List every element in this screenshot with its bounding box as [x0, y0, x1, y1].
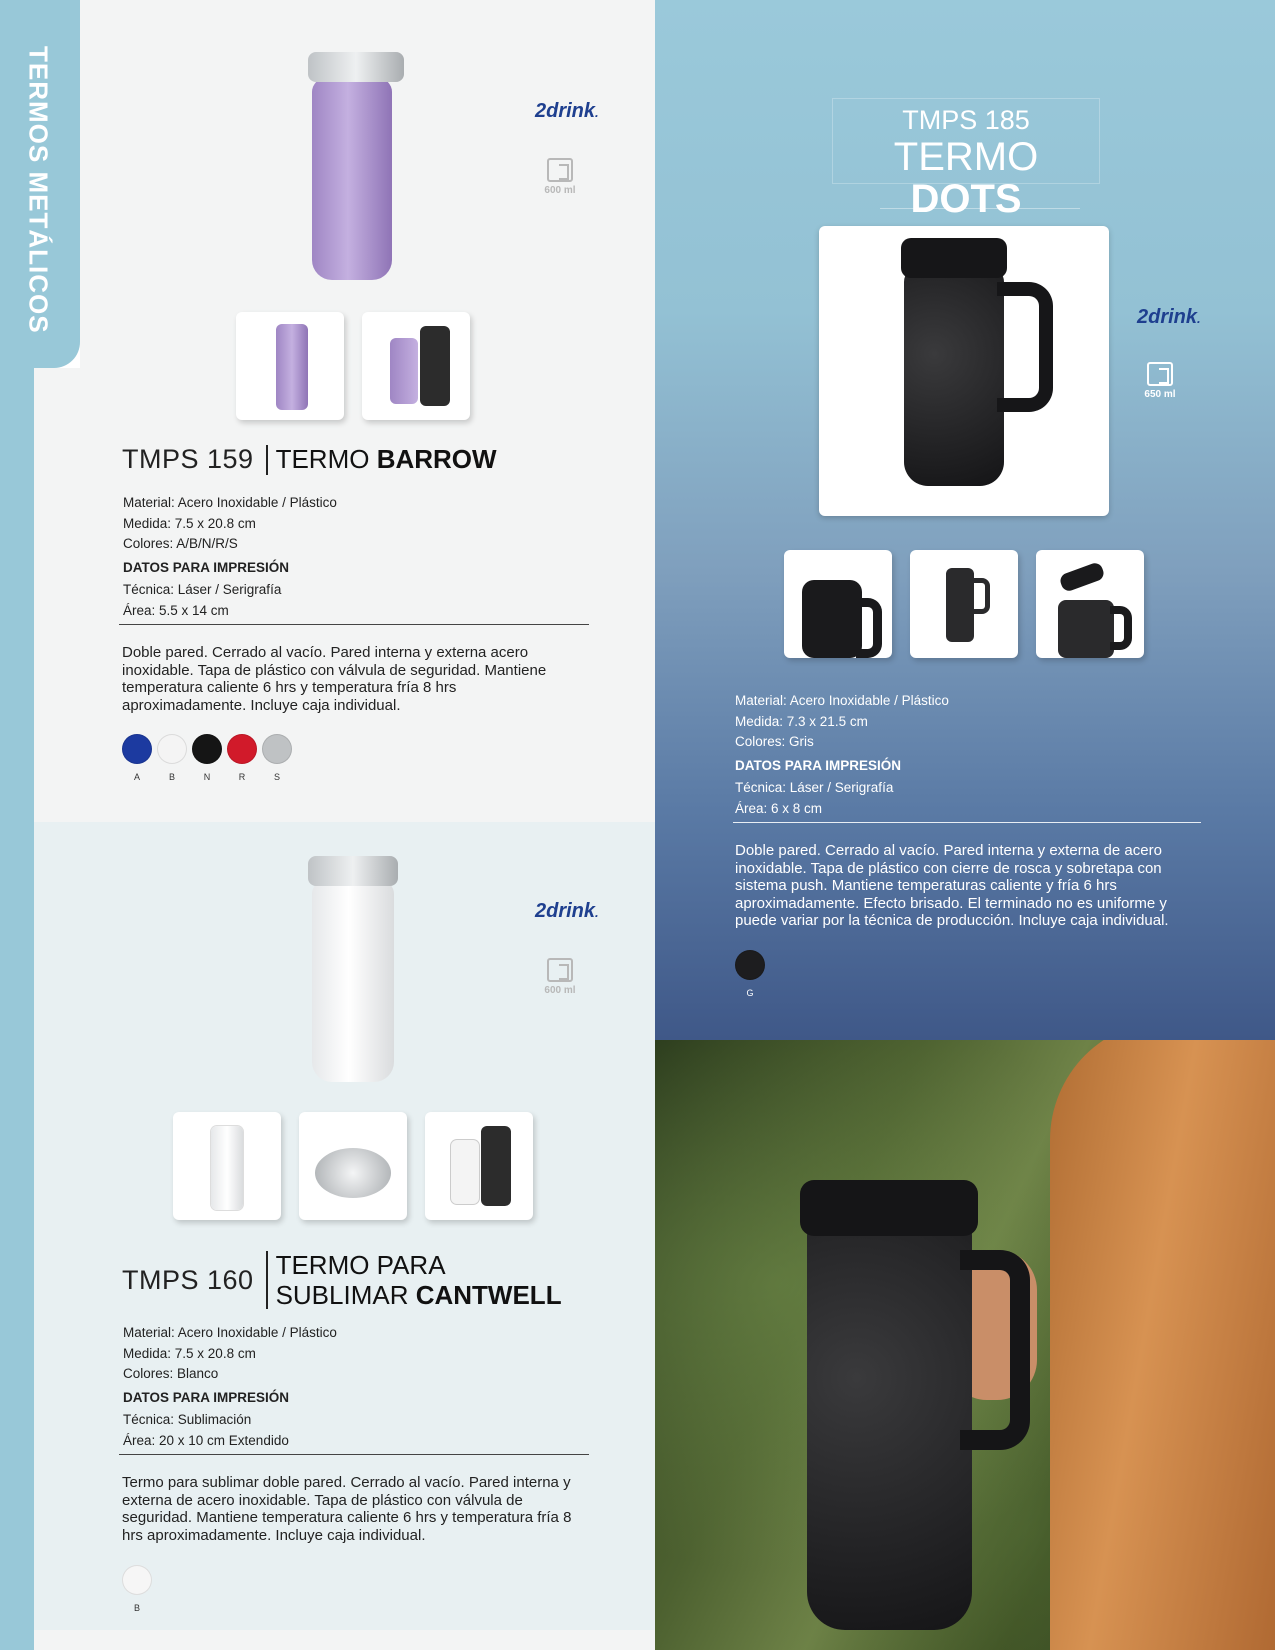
- cantwell-medida: Medida: 7.5 x 20.8 cm: [123, 1345, 256, 1361]
- dots-thumb-2-mug: [946, 568, 974, 642]
- barrow-thumb-2-product: [390, 338, 418, 404]
- cantwell-name: [276, 1250, 562, 1310]
- cantwell-tumbler-body: [312, 880, 394, 1082]
- cantwell-thumb-1[interactable]: [173, 1112, 281, 1220]
- cantwell-capacity-text: 600 ml: [544, 985, 576, 996]
- swatch-R-label: R: [238, 772, 246, 782]
- swatch-S[interactable]: [262, 734, 292, 782]
- cantwell-print-header: DATOS PARA IMPRESIÓN: [123, 1389, 290, 1405]
- barrow-thumb-2-box: [420, 326, 450, 406]
- dots-thumb-2-handle: [972, 578, 990, 614]
- barrow-tumbler-body: [312, 78, 392, 280]
- dots-thumb-1-mug: [802, 580, 862, 658]
- cantwell-brand-logo: [535, 900, 599, 923]
- barrow-name-prefix: TERMO: [275, 444, 370, 474]
- cantwell-description: Termo para sublimar doble pared. Cerrado al vacío. Pared interna y externa de acero inoxidable. Tapa de plástico con válvula de seguridad. Mantiene temperatura caliente 6 hrs y temperatura fría 8 hrs aproximadamente. Incluye caja individual.: [122, 1474, 572, 1544]
- barrow-panel-extension: [34, 368, 80, 822]
- dots-tecnica: Técnica: Láser / Serigrafía: [735, 780, 894, 795]
- cantwell-thumb-3[interactable]: [425, 1112, 533, 1220]
- barrow-swatches: [122, 734, 292, 782]
- barrow-area: Área: 5.5 x 14 cm: [123, 602, 229, 618]
- bottom-strip: [34, 1630, 655, 1650]
- cantwell-title: [122, 1250, 562, 1310]
- dots-thumb-2[interactable]: [910, 550, 1018, 658]
- barrow-divider: [119, 624, 589, 625]
- dots-code: TMPS 185: [902, 105, 1030, 135]
- barrow-specs: [123, 493, 337, 621]
- cantwell-thumb-3-product: [451, 1140, 479, 1204]
- brand-suffix: .: [595, 105, 599, 120]
- cantwell-name-prefix: SUBLIMAR: [275, 1280, 409, 1310]
- barrow-title: [122, 444, 497, 475]
- dots-name-prefix: TERMO: [893, 135, 1039, 179]
- barrow-tecnica: Técnica: Láser / Serigrafía: [123, 582, 282, 597]
- cantwell-material: Material: Acero Inoxidable / Plástico: [123, 1325, 337, 1340]
- dots-thumb-1-handle: [856, 598, 882, 658]
- photo-jacket: [1050, 1040, 1275, 1650]
- barrow-thumb-1-product: [276, 324, 308, 410]
- barrow-code: TMPS 159: [122, 444, 254, 474]
- brand-name: 2drink: [1137, 306, 1198, 328]
- dots-title-block: [832, 98, 1100, 221]
- barrow-thumb-2[interactable]: [362, 312, 470, 420]
- title-separator: [266, 1251, 268, 1309]
- swatch-A-dot: [122, 734, 152, 764]
- dots-thumb-3-mug: [1058, 600, 1114, 658]
- brand-suffix: .: [595, 905, 599, 920]
- title-separator: [266, 445, 268, 475]
- swatch-S-label: S: [273, 772, 280, 782]
- swatch-B-dot: [157, 734, 187, 764]
- swatch-R[interactable]: [227, 734, 257, 782]
- barrow-thumb-1[interactable]: [236, 312, 344, 420]
- cantwell-specs: [123, 1323, 337, 1451]
- cantwell-thumb-3-box: [481, 1126, 511, 1206]
- barrow-description: Doble pared. Cerrado al vacío. Pared interna y externa acero inoxidable. Tapa de plástico con válvula de seguridad. Mantiene temperatura caliente 6 hrs y temperatura fría 8 hrs aproximadamente. Incluye caja individual.: [122, 644, 547, 714]
- dots-mug-lid: [901, 238, 1007, 278]
- cantwell-colores: Colores: Blanco: [123, 1366, 219, 1381]
- swatch-B-label: B: [168, 772, 175, 782]
- dots-area: Área: 6 x 8 cm: [735, 800, 823, 816]
- swatch-B-dot: [122, 1565, 152, 1595]
- swatch-B-label: B: [133, 1603, 140, 1613]
- barrow-brand-logo: [535, 100, 599, 123]
- barrow-capacity-text: 600 ml: [544, 185, 576, 196]
- dots-mug-body: [904, 266, 1004, 486]
- dots-thumb-3-handle: [1110, 606, 1132, 650]
- dots-print-header: DATOS PARA IMPRESIÓN: [735, 757, 902, 773]
- cantwell-name-line2: [276, 1280, 562, 1310]
- brand-suffix: .: [1197, 311, 1201, 326]
- dots-title-underline: [880, 208, 1080, 209]
- swatch-R-dot: [227, 734, 257, 764]
- swatch-A[interactable]: [122, 734, 152, 782]
- barrow-material: Material: Acero Inoxidable / Plástico: [123, 495, 337, 510]
- cantwell-tumbler-lid: [308, 856, 398, 886]
- section-title-text: TERMOS METÁLICOS: [23, 46, 54, 334]
- dots-thumb-1[interactable]: [784, 550, 892, 658]
- swatch-S-dot: [262, 734, 292, 764]
- swatch-A-label: A: [133, 772, 140, 782]
- cantwell-thumb-2-lid: [315, 1148, 391, 1198]
- dots-main-image: [819, 226, 1109, 516]
- dots-brand-logo: [1137, 306, 1201, 329]
- photo-mug-handle: [960, 1250, 1030, 1450]
- dots-colores: Colores: Gris: [735, 734, 814, 749]
- cantwell-divider: [119, 1454, 589, 1455]
- swatch-N-dot: [192, 734, 222, 764]
- barrow-print-header: DATOS PARA IMPRESIÓN: [123, 559, 290, 575]
- dots-capacity: [1138, 362, 1182, 400]
- dots-divider: [733, 822, 1201, 823]
- cantwell-name-bold: CANTWELL: [415, 1280, 562, 1310]
- swatch-B[interactable]: [122, 1565, 152, 1613]
- swatch-G-label: G: [746, 988, 754, 998]
- dots-thumb-3-lid: [1058, 561, 1106, 593]
- brand-name: 2drink: [535, 900, 596, 922]
- barrow-name: [276, 444, 497, 475]
- cantwell-thumb-2[interactable]: [299, 1112, 407, 1220]
- dots-specs: [735, 691, 949, 819]
- cantwell-tecnica: Técnica: Sublimación: [123, 1412, 252, 1427]
- brand-name: 2drink: [535, 100, 596, 122]
- dots-swatches: [735, 950, 765, 998]
- barrow-colores: Colores: A/B/N/R/S: [123, 536, 238, 551]
- dots-description: Doble pared. Cerrado al vacío. Pared interna y externa de acero inoxidable. Tapa de plástico con cierre de rosca y sobretapa con sistema push. Mantiene temperaturas caliente y fría 6 hrs aproximadamente. Efecto brisado. El terminado no es uniforme y puede variar por la técnica de producción. Incluye caja individual.: [735, 842, 1169, 929]
- lifestyle-photo: [655, 1040, 1275, 1650]
- swatch-B[interactable]: [157, 734, 187, 782]
- dots-name-bold: DOTS: [910, 177, 1022, 221]
- measuring-cup-icon: [547, 158, 573, 182]
- photo-mug-lid: [800, 1180, 978, 1236]
- dots-material: Material: Acero Inoxidable / Plástico: [735, 693, 949, 708]
- barrow-capacity: [538, 158, 582, 196]
- swatch-G-dot: [735, 950, 765, 980]
- measuring-cup-icon: [1147, 362, 1173, 386]
- cantwell-area: Área: 20 x 10 cm Extendido: [123, 1432, 289, 1448]
- barrow-name-bold: BARROW: [376, 444, 497, 474]
- measuring-cup-icon: [547, 958, 573, 982]
- dots-thumb-3[interactable]: [1036, 550, 1144, 658]
- cantwell-capacity: [538, 958, 582, 996]
- swatch-N[interactable]: [192, 734, 222, 782]
- cantwell-code: TMPS 160: [122, 1264, 254, 1295]
- dots-mug-handle: [997, 282, 1053, 412]
- dots-medida: Medida: 7.3 x 21.5 cm: [735, 713, 868, 729]
- cantwell-name-line1: TERMO PARA: [275, 1250, 446, 1280]
- cantwell-thumb-1-product: [211, 1126, 243, 1210]
- photo-mug-body: [807, 1210, 972, 1630]
- swatch-N-label: N: [203, 772, 211, 782]
- swatch-G[interactable]: [735, 950, 765, 998]
- cantwell-swatches: [122, 1565, 152, 1613]
- dots-capacity-text: 650 ml: [1144, 389, 1176, 400]
- barrow-medida: Medida: 7.5 x 20.8 cm: [123, 515, 256, 531]
- barrow-tumbler-lid: [308, 52, 404, 82]
- section-title: [0, 30, 76, 350]
